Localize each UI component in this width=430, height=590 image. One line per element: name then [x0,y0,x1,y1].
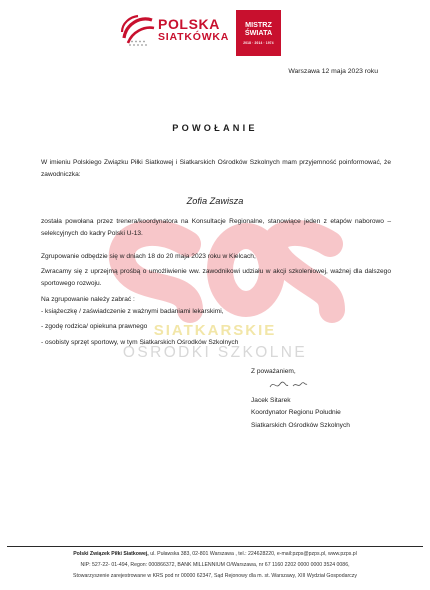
badge-line3: 2018 · 2014 · 1974 [243,41,274,45]
gathering-paragraph: Zgrupowanie odbędzie się w dniach 18 do 20 maja 2023 roku w Kielcach, [41,253,256,260]
logo-line2: SIATKÓWKA [158,31,230,43]
pzps-logo [118,12,228,52]
footer-org-name: Polski Związek Piłki Siatkowej, [73,551,149,557]
signatory-name: Jacek Sitarek [251,397,291,404]
list-item: - książeczkę / zaświadczenie z ważnymi badaniami lekarskimi, [41,308,224,315]
intro-paragraph: W imieniu Polskiego Związku Piłki Siatkowej i Siatkarskich Ośrodków Szkolnych mam przyjemność poinformować, że zawodniczka: [41,159,391,178]
badge-line2: ŚWIATA [244,28,273,37]
footer-address: ul. Puławska 383, 02-801 Warszawa , tel.: 224628220, e-mail:pzps@pzps.pl, www.pzps.pl [150,551,357,557]
logo-line1: POLSKA [158,16,220,32]
footer-line3: Stowarzyszenie zarejestrowane w KRS pod nr 00000 62347, Sąd Rejonowy dla m. st. Warszawy, XIII Wydział Gospodarczy [73,573,357,579]
list-item: - zgodę rodzica/ opiekuna prawnego [41,323,148,330]
watermark-line1: SIATKARSKIE [153,322,277,339]
footer-divider [7,546,423,547]
items-title: Na zgrupowanie należy zabrać : [41,296,135,303]
footer-line1 [0,549,430,559]
footer-line2: NIP: 527-22- 01-494, Regon: 000866372, BANK MILLENNIUM O/Warszawa, nr 67 1160 2202 0000 0000 3524 0086, [80,562,350,568]
handwritten-signature [268,378,308,392]
badge-line1: MISTRZ [245,20,272,29]
signatory-role: Koordynator Regionu Południe [251,409,341,416]
list-item: - osobisty sprzęt sportowy, w tym Siatkarskich Ośrodków Szkolnych [41,339,239,346]
world-champion-badge [236,10,281,56]
logo-wordmark [158,17,229,43]
request-paragraph: Zwracamy się z uprzejmą prośbą o umożliwienie ww. zawodnikowi udziału w akcji szkoleniowej, ważnej dla dalszego sportowego rozwoju. [41,268,391,287]
volleyball-icon [118,12,156,48]
document-heading: POWOŁANIE [172,123,258,133]
appointment-paragraph: została powołana przez trenera/koordynatora na Konsultacje Regionalne, stanowiące jeden z etapów naborowo – selekcyjnych do kadry Polski U-13. [41,218,391,237]
player-name: Zofia Zawisza [186,196,244,206]
signatory-organization: Siatkarskich Ośrodków Szkolnych [251,422,350,429]
document-date: Warszawa 12 maja 2023 roku [288,68,378,75]
closing-text: Z poważaniem, [251,368,296,375]
watermark-line2: OŚRODKI SZKOLNE [122,344,308,361]
